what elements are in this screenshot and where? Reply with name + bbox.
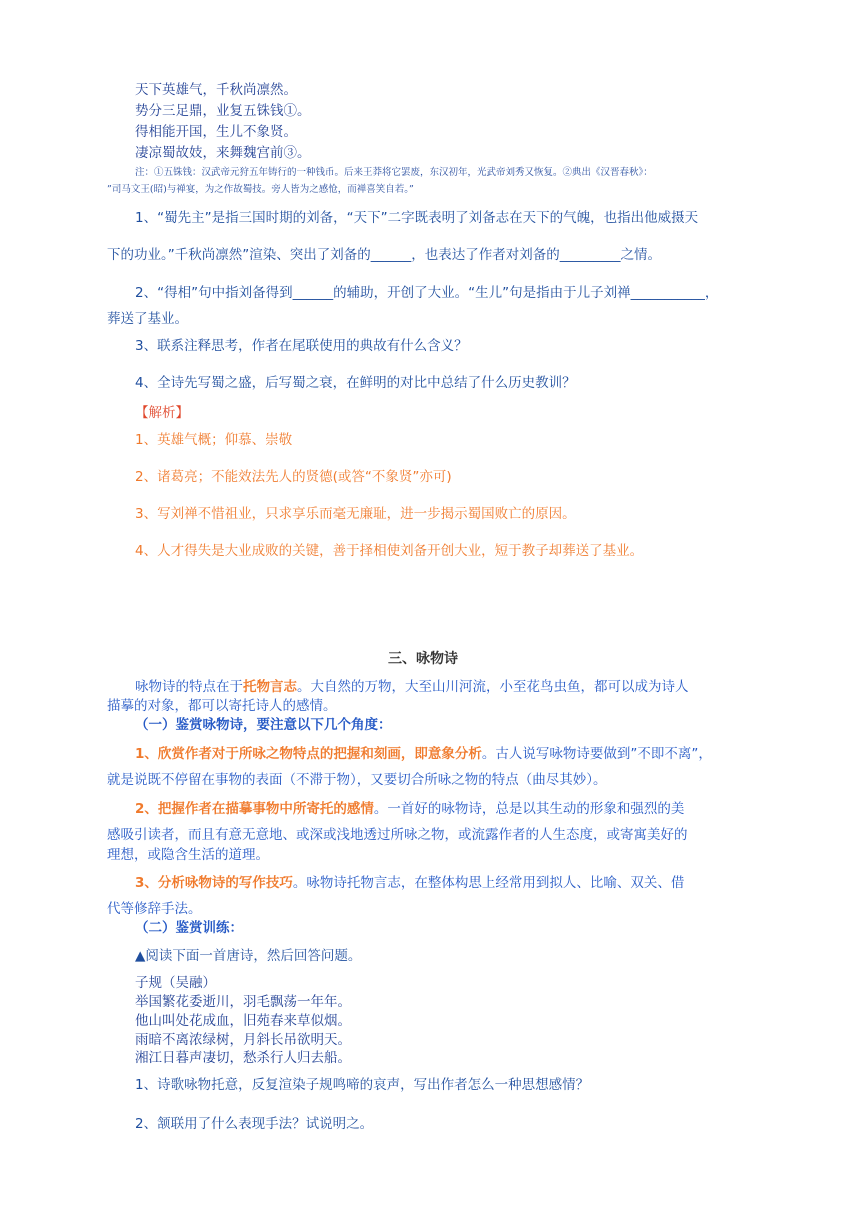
point-1-cont: 就是说既不停留在事物的表面（不滞于物），又要切合所咏之物的特点（曲尽其妙）。 [107,772,607,788]
section-title: 三、咏物诗 [388,651,458,667]
point-2 [135,797,684,817]
point-3-cont: 代等修辞手法。 [107,901,202,917]
poem-line: 得相能开国，生儿不象贤。 [135,124,297,140]
poem-line: 举国繁花委逝川，羽毛飘荡一年年。 [135,994,351,1010]
question-2: 2、颔联用了什么表现手法？试说明之。 [135,1116,374,1132]
question-1-cont: 下的功业。”千秋尚凛然”渲染、突出了刘备的______，也表达了作者对刘备的_________之情。 [107,247,661,263]
point-3-text: 。咏物诗托物言志，在整体构思上经常用到拟人、比喻、双关、借 [292,875,685,891]
point-1-heading: 1、欣赏作者对于所咏之物特点的把握和刻画，即意象分析 [135,746,482,762]
analysis-answer-3: 3、写刘禅不惜祖业，只求享乐而毫无廉耻，进一步揭示蜀国败亡的原因。 [135,506,576,522]
poem-line: 势分三足鼎，业复五铢钱①。 [135,103,311,119]
intro-keyword: 托物言志 [243,679,297,695]
poem-line: 雨暗不离浓绿树，月斜长吊欲明天。 [135,1032,351,1048]
question-4: 4、全诗先写蜀之盛，后写蜀之衰，在鲜明的对比中总结了什么历史教训？ [135,375,576,391]
poem-note: ”司马文王(昭)与禅宴，为之作故蜀技。旁人皆为之感怆，而禅喜笑自若。” [107,184,414,195]
point-3-heading: 3、分析咏物诗的写作技巧 [135,875,293,891]
question-2-cont: 葬送了基业。 [107,311,188,327]
question-1: 1、“蜀先主”是指三国时期的刘备，“天下”二字既表明了刘备志在天下的气魄，也指出他威摄天 [135,210,699,226]
analysis-answer-4: 4、人才得失是大业成败的关键，善于择相使刘备开创大业，短于教子却葬送了基业。 [135,543,644,559]
intro-text: 。大自然的万物，大至山川河流，小至花鸟虫鱼，都可以成为诗人 [297,679,689,695]
poem-line: 凄凉蜀故妓，来舞魏宫前③。 [135,145,311,161]
analysis-answer-2: 2、诸葛亮；不能效法先人的贤德(或答“不象贤”亦可) [135,469,452,485]
poem-line: 湘江日暮声凄切，愁杀行人归去船。 [135,1050,351,1066]
subheading-1: （一）鉴赏咏物诗，要注意以下几个角度： [135,717,392,733]
point-2-text: 。一首好的咏物诗，总是以其生动的形象和强烈的美 [373,801,685,817]
section-intro [135,675,689,695]
question-1: 1、诗歌咏物托意，反复渲染子规鸣啼的哀声，写出作者怎么一种思想感情？ [135,1077,590,1093]
poem-line: 天下英雄气，千秋尚凛然。 [135,82,297,98]
poem-note: 注：①五铢钱：汉武帝元狩五年铸行的一种钱币。后来王莽将它罢废，东汉初年，光武帝刘秀又恢复。②典出《汉晋春秋》： [135,167,653,178]
section-intro-cont: 描摹的对象，都可以寄托诗人的感情。 [107,698,337,714]
task-instruction: ▲阅读下面一首唐诗，然后回答问题。 [135,948,362,964]
point-2-heading: 2、把握作者在描摹事物中所寄托的感情 [135,801,374,817]
point-3 [135,871,684,891]
question-2: 2、“得相”句中指刘备得到______的辅助，开创了大业。“生儿”句是指由于儿子刘禅___________， [135,285,719,301]
subheading-2: （二）鉴赏训练： [135,920,243,936]
point-2-cont: 感吸引读者，而且有意无意地、或深或浅地透过所咏之物，或流露作者的人生态度，或寄寓美好的 [107,827,688,843]
point-1 [135,742,712,762]
point-1-text: 。古人说写咏物诗要做到”不即不离”， [481,746,712,762]
analysis-answer-1: 1、英雄气概；仰慕、崇敬 [135,432,293,448]
poem-line: 他山叫处花成血，旧苑春来草似烟。 [135,1013,351,1029]
point-2-cont: 理想，或隐含生活的道理。 [107,847,269,863]
question-3: 3、联系注释思考，作者在尾联使用的典故有什么含义？ [135,338,468,354]
poem2-title: 子规（吴融） [135,975,216,991]
intro-text: 咏物诗的特点在于 [135,679,243,695]
analysis-label: 【解析】 [135,405,189,421]
